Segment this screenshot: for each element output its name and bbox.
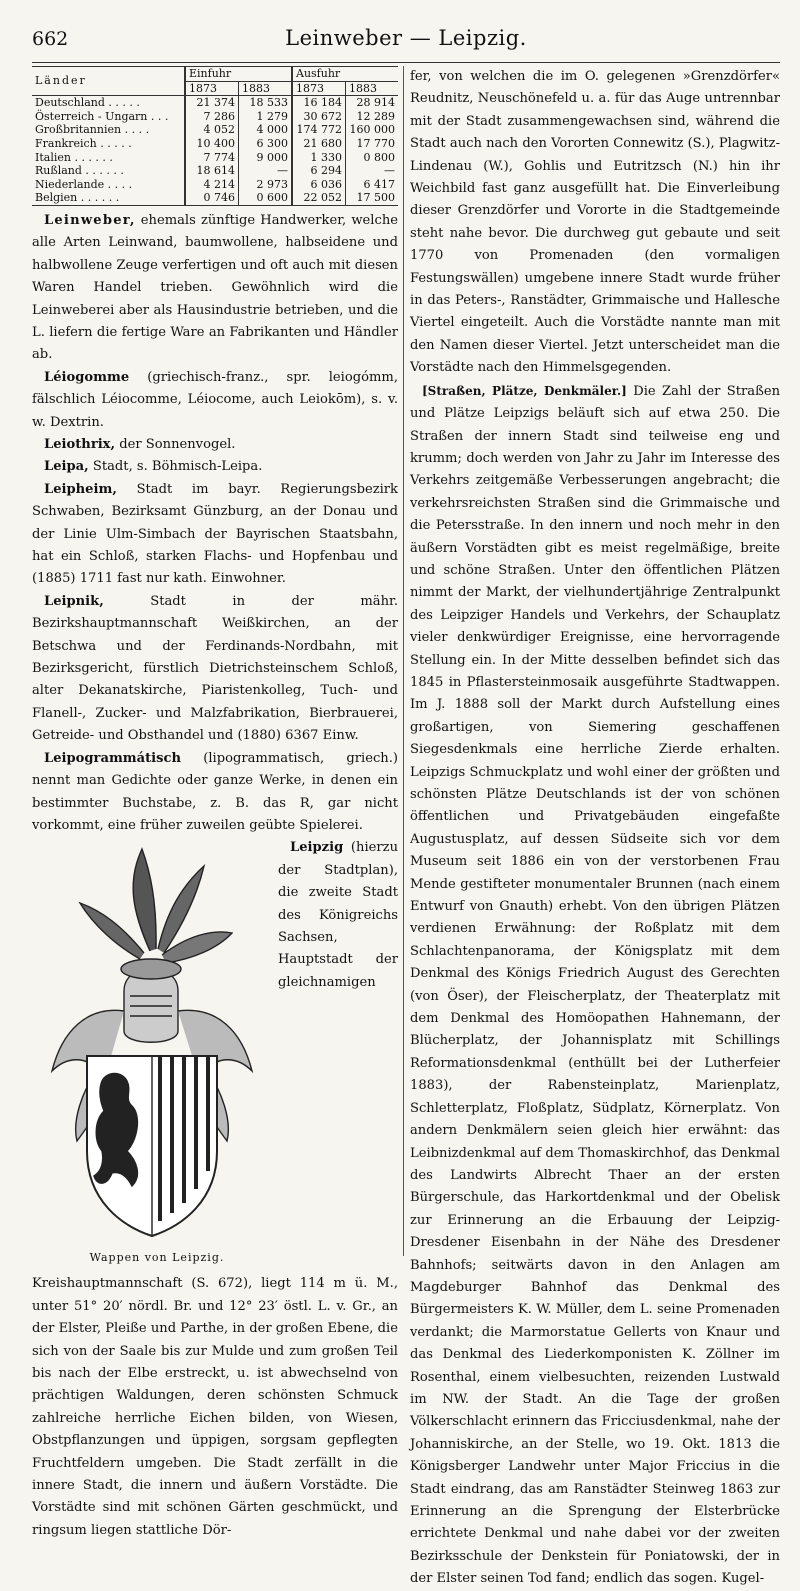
entry-leipnik	[32, 591, 398, 748]
table-cell: 16 184	[292, 96, 346, 110]
entry-head: Léiogomme	[44, 369, 130, 385]
coat-of-arms-figure	[32, 841, 270, 1271]
entry-text: (griechisch-franz., spr. leiogómm, fälschlich Léiocomme, Léiocome, auch Leiokōm), s. v. w. Dextrin.	[32, 369, 398, 430]
entry-head: Leipheim,	[44, 481, 117, 497]
entry-text: Stadt im bayr. Regierungsbezirk Schwaben, Bezirksamt Günzburg, an der Donau und der Linie Ulm-Simbach der Bayrischen Staatsbahn, hat ein Schloß, starken Flachs- und Hopfenbau und (1885) 1711 fast nur kath. Einwohner.	[32, 481, 398, 587]
table-cell: 0 800	[346, 151, 399, 165]
table-year: 1873	[292, 81, 346, 96]
table-cell: 28 914	[346, 96, 399, 110]
section-head: [Straßen, Plätze, Denkmäler.]	[422, 383, 627, 398]
table-row	[32, 123, 398, 137]
table-cell: Niederlande . . . .	[35, 177, 133, 191]
table-cell: 17 500	[346, 191, 399, 205]
table-cell: 0 600	[239, 191, 293, 205]
entry-head: Leipa,	[44, 459, 89, 475]
table-year: 1883	[239, 81, 293, 96]
entry-leipheim	[32, 479, 398, 591]
entry-leiogomme	[32, 367, 398, 434]
table-row	[32, 96, 398, 110]
table-cell: Frankreich . . . . .	[35, 136, 132, 150]
entry-head: Leipogrammátisch	[44, 750, 182, 766]
paragraph-streets	[410, 380, 780, 1591]
table-cell: 7 774	[185, 151, 239, 165]
entry-leipzig	[32, 837, 398, 1542]
section-text: Die Zahl der Straßen und Plätze Leipzigs beläuft sich auf etwa 250. Die Straßen der innern Stadt sind teilweise eng und krumm; doch werden von Jahr zu Jahr im Interesse des Verkehrs zeitgemäße Verbesserungen angebracht; die verkehrsreichsten Straßen sind die Grimmaische und die Petersstraße. In den innern und noch mehr in den äußern Vorstädten gibt es meist regelmäßige, breite und schöne Straßen. Unter den öffentlichen Plätzen nimmt der Markt, der vielhundertjährige Zentralpunkt des Leipziger Handels und Verkehrs, der Schauplatz vieler denkwürdiger Ereignisse, eine hervorragende Stellung ein. In der Mitte desselben befindet sich das 1845 in Pflastersteinmosaik ausgeführte Stadtwappen. Im J. 1888 soll der Markt durch Aufstellung eines großartigen, von Siemering geschaffenen Siegesdenkmals eine herrliche Zierde erhalten. Leipzigs Schmuckplatz und wohl einer der größten und schönsten Plätze Deutschlands ist der von schönen öffentlichen und Privatgebäuden eingefaßte Augustusplatz, auf dessen Südseite sich vor dem Museum seit 1886 ein von der verstorbenen Frau Mende gestifteter monumentaler Brunnen (nach einem Entwurf von Gnauth) erhebt. Von den übrigen Plätzen verdienen Erwähnung: der Roßplatz mit dem Schlachtenpanorama, der Königsplatz mit dem Denkmal des Königs Friedrich August des Gerechten (von Öser), der Fleischerplatz, der Theaterplatz mit dem Denkmal des Homöopathen Hahnemann, der Blücherplatz, der Johannisplatz mit Schillings Reformationsdenkmal (enthüllt bei der Lutherfeier 1883), der Rabensteinplatz, Marienplatz, Schletterplatz, Floßplatz, Südplatz, Körnerplatz. Von andern Denkmälern seien gleich hier erwähnt: das Leibnizdenkmal auf dem Thomaskirchhof, das Denkmal des Landwirts Albrecht Thaer an der ersten Bürgerschule, das Harkortdenkmal und der Obelisk zur Erinnerung an die Erbauung der Leipzig-Dresdener Eisenbahn in der Nähe des Dresdener Bahnhofs; seitwärts davon in den Anlagen am Magdeburger Bahnhof das Denkmal des Bürgermeisters K. W. Müller, dem L. seine Promenaden verdankt; die Marmorstatue Gellerts von Knaur und das Denkmal des Liederkomponisten K. Zöllner im Rosenthal, einem vielbesuchten, reizenden Lustwald im NW. der Stadt. An die Tage der großen Völkerschlacht erinnern das Fricciusdenkmal, nahe der Johanniskirche, an der Stelle, wo 19. Okt. 1813 die Königsberger Landwehr unter Major Friccius in die Stadt eindrang, das am Ranstädter Steinweg 1863 zur Erinnerung an die Sprengung der Elsterbrücke errichtete Denkmal und nahe dabei vor der zweiten Bezirksschule der Denkstein für Poniatowski, der in der Elster seinen Tod fand; endlich das sogen. Kugel-	[410, 383, 780, 1587]
entry-head: Leipnik,	[44, 593, 104, 609]
entry-leinweber	[32, 210, 398, 367]
entry-text: der Sonnenvogel.	[115, 437, 236, 452]
table-row	[32, 151, 398, 165]
table-row	[32, 137, 398, 151]
table-row	[32, 164, 398, 178]
table-cell: 4 214	[185, 178, 239, 192]
table-cell: 9 000	[239, 151, 293, 165]
right-column	[410, 66, 780, 1591]
table-cell: Großbritannien . . . .	[35, 123, 150, 137]
page-header	[32, 22, 780, 52]
table-cell: Italien . . . . . .	[35, 150, 113, 164]
table-cell: 7 286	[185, 110, 239, 124]
table-cell: Belgien . . . . . .	[32, 191, 185, 205]
table-header-country: Länder	[32, 67, 185, 96]
table-cell: 1 330	[292, 151, 346, 165]
table-cell: 18 533	[239, 96, 293, 110]
entry-text: ehemals zünftige Handwerker, welche alle Arten Leinwand, baumwollene, halbseidene und halbwollene Zeuge verfertigen und oft auch mit diesen Waren Handel trieben. Gewöhnlich wird die Leinweberei aber als Hausindustrie betrieben, und die L. liefern die fertige Ware an Fabrikanten und Händler ab.	[32, 212, 398, 363]
entry-text: Stadt, s. Böhmisch-Leipa.	[88, 459, 263, 475]
table-year: 1873	[185, 81, 239, 96]
table-cell: —	[346, 164, 399, 178]
table-cell: 2 973	[239, 178, 293, 192]
table-header-import: Einfuhr	[185, 67, 292, 82]
table-cell: Deutschland . . . . .	[35, 96, 140, 110]
table-cell: 6 300	[239, 137, 293, 151]
table-row	[32, 110, 398, 124]
entry-text: Stadt in der mähr. Bezirkshauptmannschaft Weißkirchen, an der Betschwa und der Ferdinands-Nordbahn, mit Bezirksgericht, fürstlich Dietrichsteinschem Schloß, alter Dekanatskirche, Piaristenkolleg, Tuch- und Flanell-, Zucker- und Malzfabrikation, Bierbrauerei, Getreide- und Obsthandel und (1880) 6367 Einw.	[32, 593, 398, 744]
table-cell: 21 374	[185, 96, 239, 110]
figure-caption: Wappen von Leipzig.	[89, 1250, 225, 1264]
table-cell: Rußland . . . . . .	[35, 164, 124, 178]
entry-head: Leipzig	[290, 840, 344, 856]
entry-leipogrammatisch	[32, 748, 398, 838]
table-cell: 6 417	[346, 178, 399, 192]
paragraph-suburbs: fer, von welchen die im O. gelegenen »Grenzdörfer« Reudnitz, Neuschönefeld u. a. für das Auge untrennbar mit der Stadt zusammengewachsen sind, während die Stadt auch nach den Vororten Connewitz (S.), Plagwitz-Lindenau (W.), Gohlis und Eutritzsch (N.) hin ihr Weichbild fast ganz ausgefüllt hat. Die Einverleibung dieser Grenzdörfer und Vororte in die Stadtgemeinde steht nahe bevor. Die durchweg gut gebaute und seit 1770 von Promenaden (den vormaligen Festungswällen) umgebene innere Stadt wurde früher in das Peters-, Ranstädter, Grimmaische und Hallesche Viertel eingeteilt. Auch die Vorstädte nannte man mit den Namen dieser Viertel. Jetzt unterscheidet man die Vorstädte nach den Himmelsgegenden.	[410, 69, 780, 376]
table-cell: 6 036	[292, 178, 346, 192]
table-cell: 17 770	[346, 137, 399, 151]
entry-leipa	[32, 456, 398, 478]
coat-of-arms-icon	[32, 841, 270, 1249]
table-cell: 160 000	[346, 123, 399, 137]
table-header-export: Ausfuhr	[292, 67, 398, 82]
table-cell: Österreich - Ungarn . . .	[35, 109, 169, 123]
table-cell: 22 052	[292, 191, 346, 205]
table-cell: 18 614	[185, 164, 239, 178]
table-row	[32, 178, 398, 192]
left-column	[32, 66, 398, 1542]
table-cell: 4 052	[185, 123, 239, 137]
table-cell: —	[239, 164, 293, 178]
column-divider	[403, 66, 404, 1256]
table-year: 1883	[346, 81, 399, 96]
table-row	[32, 191, 398, 205]
entry-head: Leiothrix,	[44, 437, 116, 452]
table-cell: 10 400	[185, 137, 239, 151]
entry-head: Leinweber,	[44, 212, 136, 228]
page-number: 662	[32, 28, 69, 50]
table-cell: 4 000	[239, 123, 293, 137]
table-cell: 21 680	[292, 137, 346, 151]
table-cell: 0 746	[185, 191, 239, 205]
header-rule	[32, 62, 780, 63]
entry-text: (lipogrammatisch, griech.) nennt man Gedichte oder ganze Werke, in denen ein bestimmter Buchstabe, z. B. das R, gar nicht vorkommt, eine früher zuweilen geübte Spielerei.	[32, 750, 398, 833]
trade-table	[32, 66, 398, 206]
table-cell: 6 294	[292, 164, 346, 178]
table-cell: 174 772	[292, 123, 346, 137]
page-title: Leinweber — Leipzig.	[285, 26, 527, 50]
entry-text: (hierzu der Stadtplan), die zweite Stadt des Königreichs Sachsen, Hauptstadt der gleichnamigen Kreishauptmannschaft (S. 672), liegt 114 m ü. M., unter 51° 20′ nördl. Br. und 12° 23′ östl. L. v. Gr., an der Elster, Pleiße und Parthe, in der großen Ebene, die sich von der Saale bis zur Mulde und zum großen Teil bis nach der Elbe erstreckt, u. ist abwechselnd von prächtigen Waldungen, deren schönsten Schmuck zahlreiche herrliche Eichen bilden, von Wiesen, Obstpflanzungen und üppigen, sorgsam gepflegten Fruchtfeldern umgeben. Die Stadt zerfällt in die innere Stadt, die innern und äußern Vorstädte. Die Vorstädte sind mit schönen Gärten geschmückt, und ringsum liegen stattliche Dör-	[32, 840, 398, 1538]
table-cell: 30 672	[292, 110, 346, 124]
table-cell: 12 289	[346, 110, 399, 124]
table-cell: 1 279	[239, 110, 293, 124]
entry-leiothrix	[32, 434, 398, 456]
